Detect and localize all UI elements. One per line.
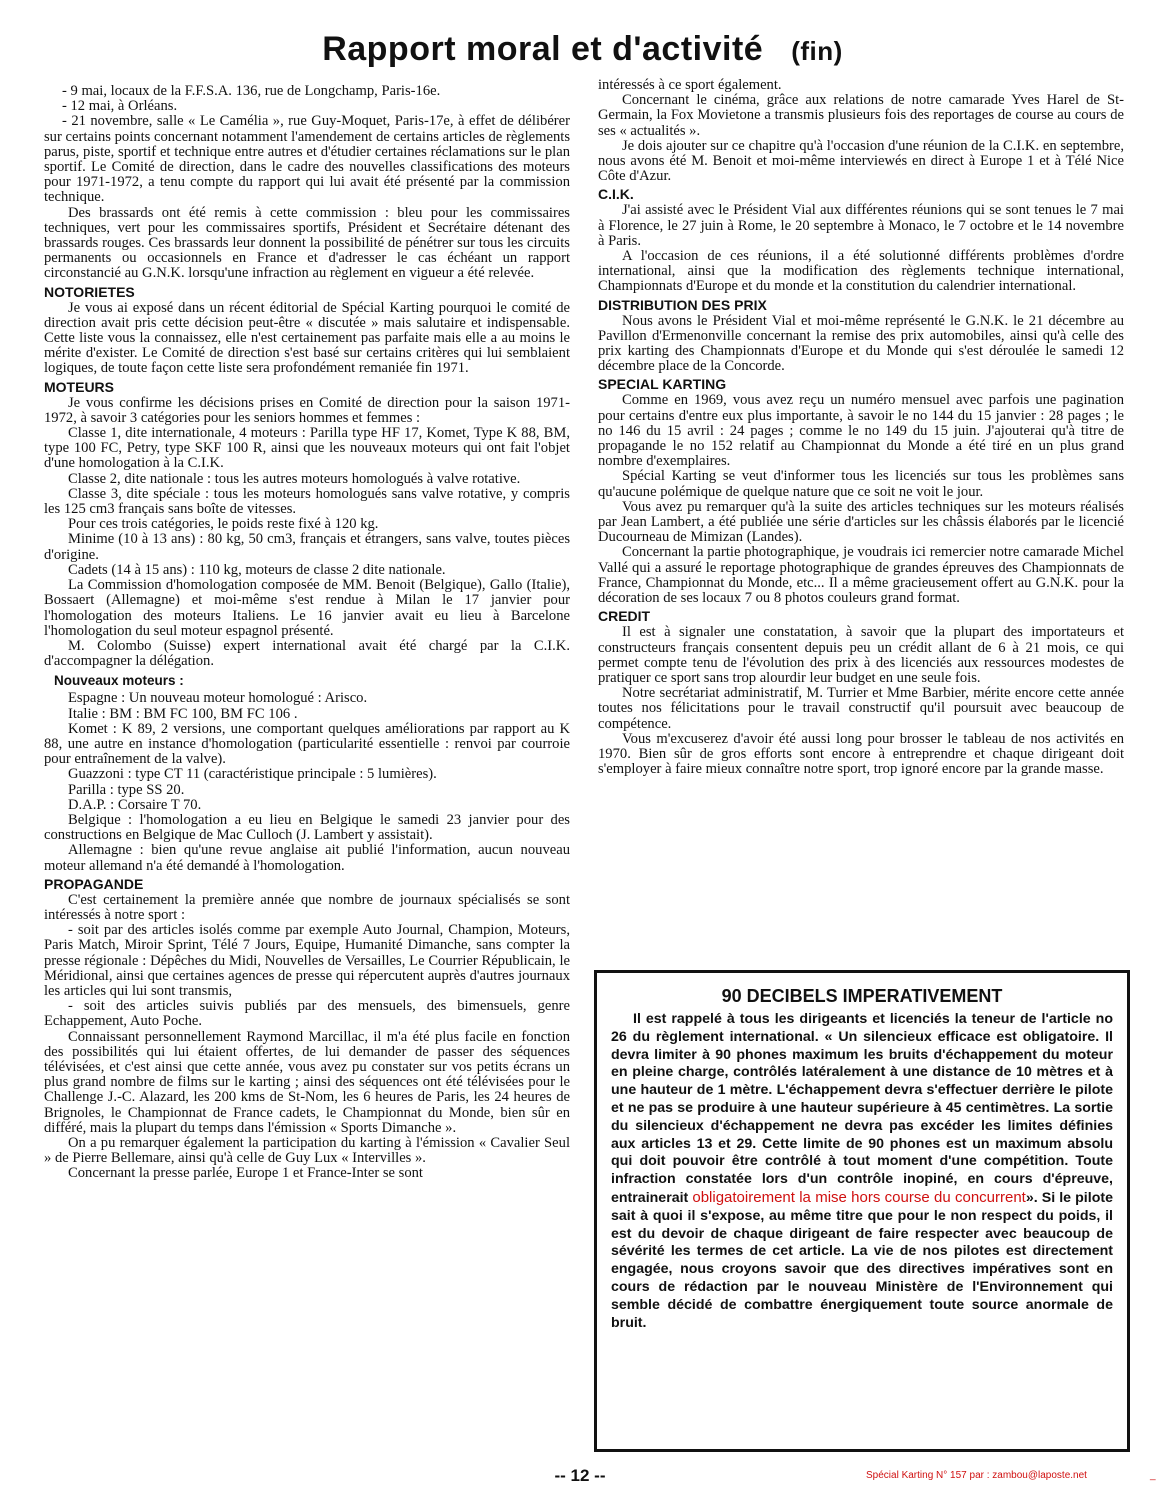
paragraph: Concernant la presse parlée, Europe 1 et France-Inter se sont bbox=[68, 1165, 423, 1182]
section-heading-propagande: PROPAGANDE bbox=[44, 875, 144, 892]
paragraph: - soit par des articles isolés comme par exemple Auto Journal, Champion, Moteurs, Paris Match, Miroir Sprint, Télé 7 Jours, Equipe, Humanité Dimanche, sans compter la presse régionale : Dépêches du Midi, Nouvelles de Versailles, Le Courrier Républicain, le Méridional, ainsi que certaines agences de presse qui répercutent auprès d'autres journaux les articles qui lui sont transmis, bbox=[44, 922, 570, 999]
paragraph: Cadets (14 à 15 ans) : 110 kg, moteurs de classe 2 dite nationale. bbox=[68, 561, 446, 578]
section-heading-credit: CREDIT bbox=[598, 608, 651, 625]
paragraph: Spécial Karting se veut d'informer tous les licenciés sur tous les problèmes sans qu'aucune polémique de quelque nature que ce soit ne voit le jour. bbox=[598, 468, 1124, 500]
section-heading-distribution-prix: DISTRIBUTION DES PRIX bbox=[598, 296, 767, 313]
title-text: Rapport moral et d'activité bbox=[322, 30, 764, 68]
box-title: 90 DECIBELS IMPERATIVEMENT bbox=[721, 986, 1003, 1006]
left-column bbox=[44, 84, 570, 1182]
paragraph: Des brassards ont été remis à cette commission : bleu pour les commissaires techniques, vert pour les commissaires sportifs, Président et Secrétaire détenant des brassards rouges. Ces brassards leur donnent la possibilité de pénétrer sur tous les circuits permanents ou occasionnels en France et d'adresser le cas échéant un rapport circonstancié au G.N.K. lorsqu'une infraction au règlement en vigueur a été relevée. bbox=[44, 204, 570, 282]
paragraph: M. Colombo (Suisse) expert international avait été chargé par la C.I.K. d'accompagner la délégation. bbox=[44, 637, 570, 670]
paragraph: Pour ces trois catégories, le poids reste fixé à 120 kg. bbox=[68, 516, 379, 533]
paragraph: Concernant la partie photographique, je voudrais ici remercier notre camarade Michel Vallé qui a assuré le reportage photographique de grandes épreuves des Championnats de France, Championnat du Monde, etc... Il a même gracieusement offert au G.N.K. pour la décoration de ses locaux 7 ou 8 photos couleurs grand format. bbox=[598, 544, 1124, 607]
paragraph: - soit des articles suivis publiés par des mensuels, des bimensuels, genre Echappement, Auto Poche. bbox=[44, 998, 570, 1030]
paragraph: Minime (10 à 13 ans) : 80 kg, 50 cm3, français et étrangers, sans valve, toutes pièces d'origine. bbox=[44, 531, 570, 563]
section-heading-special-karting: SPECIAL KARTING bbox=[598, 376, 727, 393]
paragraph: Nous avons le Président Vial et moi-même représenté le G.N.K. le 21 décembre au Pavillon d'Ermenonville concernant la remise des prix automobiles, ainsi qu'à celle des prix karting des Championnats d'Europe et du Monde qui s'est déroulée le samedi 12 décembre place de la Concorde. bbox=[598, 312, 1124, 375]
paragraph: - 9 mai, locaux de la F.F.S.A. 136, rue de Longchamp, Paris-16e. bbox=[62, 83, 441, 99]
paragraph: A l'occasion de ces réunions, il a été solutionné différents problèmes d'ordre international, ainsi que la modification des règlements technique international, Championnats d'Europe et du monde et la constitution du calendrier international. bbox=[598, 248, 1124, 295]
title-suffix: (fin) bbox=[791, 36, 843, 66]
section-heading-notoriete: NOTORIETES bbox=[44, 283, 135, 300]
box-text-part: ». Si le pilote sait à quoi il s'expose, au même titre que pour le non respect du poids, il est du devoir de chaque dirigeant de faire respecter avec beaucoup de sévérité les termes de cet article. La vie de nos pilotes est directement engagée, nous croyons savoir que des directives impératives sont en cours de rédaction par le nouveau Ministère de l'Environnement qui semble décidé de combattre énergiquement toute source anormale de bruit. bbox=[611, 1189, 1113, 1331]
paragraph: Je vous ai exposé dans un récent éditorial de Spécial Karting pourquoi le comité de direction avait pris cette décision peut-être « discutée » mais salutaire et indispensable. Cette liste vous la connaissez, elle n'est certainement pas parfaite mais elle a au moins le mérite d'exister. Le Comité de direction s'est basé sur certains critères qui lui semblaient logiques, de toute façon cette liste sera profondément remaniée fin 1971. bbox=[44, 299, 570, 377]
paragraph: Comme en 1969, vous avez reçu un numéro mensuel avec parfois une pagination pour certains d'entre eux plus importante, à savoir le no 144 du 15 janvier : 28 pages ; le no 146 du 15 avril : 24 pages ; comme le no 149 du 15 juin. J'ajouterai qu'à titre de propagande le no 152 relatif au Championnat du Monde a été tiré en un plus grand nombre d'exemplaires. bbox=[598, 392, 1124, 470]
box-text bbox=[611, 1011, 1113, 1332]
paragraph: Je dois ajouter sur ce chapitre qu'à l'occasion d'une réunion de la C.I.K. en septembre, nous avons été M. Benoit et moi-même interviewés en direct à Europe 1 et à Télé Nice Côte d'Azur. bbox=[598, 137, 1124, 185]
paragraph: La Commission d'homologation composée de MM. Benoit (Belgique), Gallo (Italie), Bossaert (Allemagne) et moi-même s'est rendue à Milan le 17 janvier pour l'homologation des moteurs Italiens. Le 16 janvier avait eu lieu à Barcelone l'homologation du seul moteur espagnol présenté. bbox=[44, 577, 570, 639]
paragraph: Connaissant personnellement Raymond Marcillac, il m'a été plus facile en fonction des possibilités qui lui étaient offertes, de lui demander de passer des séquences télévisées, et c'est ainsi que cette année, vous avez pu constater sur vos petits écrans un plus grand nombre de films sur le karting ; ainsi des séquences ont été télévisées pour le Challenge J.-C. Alazard, les 200 kms de St-Nom, les 6 heures de Paris, les 24 heures de Brignoles, le Championnat de France cadets, le Championnat du Monde, bien sûr en différé, mais la plupart du temps dans l'émission « Sports Dimanche ». bbox=[44, 1028, 570, 1136]
corner-mark: _ bbox=[1150, 1470, 1156, 1481]
paragraph: Classe 3, dite spéciale : tous les moteurs homologués sans valve rotative, y compris les 125 cm3 français sans boîte de vitesses. bbox=[44, 485, 570, 518]
paragraph: - 21 novembre, salle « Le Camélia », rue Guy-Moquet, Paris-17e, à effet de délibérer sur certains points concernant notamment l'amendement de certains articles de règlements parus, piste, sportif et technique entre autres et d'étudier certaines réclamations sur le plan sportif. Le Comité de direction, dans le cadre des nouvelles classifications des moteurs pour 1971-1972, a tenu compte du rapport qui lui avait été présenté par la commission technique. bbox=[44, 113, 570, 206]
paragraph: Guazzoni : type CT 11 (caractéristique principale : 5 lumières). bbox=[68, 766, 437, 783]
paragraph: Espagne : Un nouveau moteur homologué : Arisco. bbox=[68, 690, 368, 707]
paragraph: Vous m'excuserez d'avoir été aussi long pour brosser le tableau de nos activités en 1970. Bien sûr de gros efforts sont encore à entreprendre et chaque dirigeant doit s'employer à faire mieux connaître notre sport, trop ignoré encore par la grande masse. bbox=[598, 730, 1124, 778]
page-number: -- 12 -- bbox=[554, 1466, 606, 1485]
paragraph: Classe 1, dite internationale, 4 moteurs : Parilla type HF 17, Komet, Type K 88, BM, type 100 FC, Petry, type SKF 100 R, ainsi que les nouveaux moteurs qui ont fait l'objet d'une homologation à la C.I.K. bbox=[44, 425, 570, 472]
decibels-notice-box bbox=[594, 970, 1130, 1452]
section-heading-moteurs: MOTEURS bbox=[44, 378, 114, 395]
paragraph: Italie : BM : BM FC 100, BM FC 106 . bbox=[68, 705, 298, 722]
paragraph: J'ai assisté avec le Président Vial aux différentes réunions qui se sont tenues le 7 mai à Florence, le 27 juin à Rome, le 20 septembre à Monaco, le 7 octobre et le 14 novembre à Paris. bbox=[598, 202, 1124, 249]
scan-credit: Spécial Karting N° 157 par : zambou@laposte.net bbox=[866, 1470, 1087, 1481]
paragraph: C'est certainement la première année que nombre de journaux spécialisés se sont intéressés à notre sport : bbox=[44, 891, 570, 923]
paragraph: Classe 2, dite nationale : tous les autres moteurs homologués à valve rotative. bbox=[68, 470, 521, 487]
paragraph: Belgique : l'homologation a eu lieu en Belgique le samedi 23 janvier pour des constructions en Belgique de Mac Culloch (J. Lambert y assistait). bbox=[44, 811, 570, 844]
paragraph: Allemagne : bien qu'une revue anglaise ait publié l'information, aucun nouveau moteur allemand n'a été demandé à l'homologation. bbox=[44, 842, 570, 874]
right-column bbox=[598, 78, 1124, 777]
page-title bbox=[0, 30, 1165, 69]
paragraph: Il est à signaler une constatation, à savoir que la plupart des importateurs et constructeurs français consentent depuis peu un crédit allant de 6 à 21 mois, ce qui permet compte tenu de l'évolution des prix à des licenciés aux ressources modestes de pratiquer ce sport sans trop alourdir leur budget en une seule fois. bbox=[598, 624, 1124, 686]
paragraph: Notre secrétariat administratif, M. Turrier et Mme Barbier, mérite encore cette année toutes nos félicitations pour le travail constructif qu'il poursuit avec beaucoup de compétence. bbox=[598, 685, 1124, 732]
paragraph: Je vous confirme les décisions prises en Comité de direction pour la saison 1971-1972, à savoir 3 catégories pour les seniors hommes et femmes : bbox=[44, 394, 570, 426]
subheading-nouveaux-moteurs: Nouveaux moteurs : bbox=[54, 673, 184, 689]
paragraph: Komet : K 89, 2 versions, une comportant quelques améliorations par rapport au K 88, une autre en instance d'homologation (particularité essentielle : renvoi par courroie pour entraînement de la valve). bbox=[44, 720, 570, 768]
paragraph: On a pu remarquer également la participation du karting à l'émission « Cavalier Seul » de Pierre Bellemare, ainsi qu'à celle de Guy Lux « Intervilles ». bbox=[44, 1135, 570, 1167]
box-text-part: Il est rappelé à tous les dirigeants et licenciés la teneur de l'article no 26 du règlement international. « Un silencieux efficace est obligatoire. Il devra limiter à 90 phones maximum les bruits d'échappement du moteur en pleine charge, contrôlés latéralement à une distance de 10 mètres et à une hauteur de 1 mètre. L'échappement devra s'effectuer derrière le pilote et ne pas se produire à une hauteur supérieure à 45 centimètres. La sortie du silencieux d'échappement ne devra pas excéder les limites définies aux articles 13 et 29. Cette limite de 90 phones est un maximum absolu qui doit pouvoir être contrôlé à tout moment d'une compétition. Toute infraction constatée lors d'un contrôle inopiné, en cours d'épreuve, entrainerait bbox=[611, 1011, 1113, 1206]
paragraph: D.A.P. : Corsaire T 70. bbox=[68, 796, 202, 813]
paragraph: Concernant le cinéma, grâce aux relations de notre camarade Yves Harel de St-Germain, la Fox Movietone a transmis plusieurs fois des reportages de course au cours de ses « actualités ». bbox=[598, 92, 1124, 139]
box-highlighted-text: obligatoirement la mise hors course du concurrent bbox=[692, 1188, 1026, 1206]
paragraph: - 12 mai, à Orléans. bbox=[62, 98, 178, 115]
paragraph: Vous avez pu remarquer qu'à la suite des articles techniques sur les moteurs réalisés par Jean Lambert, a été publiée une série d'articles sur les châssis élaborés par le licencié Ducourneau de Mimizan (Landes). bbox=[598, 498, 1124, 546]
paragraph: intéressés à ce sport également. bbox=[598, 77, 782, 93]
section-heading-cik: C.I.K. bbox=[598, 186, 634, 203]
paragraph: Parilla : type SS 20. bbox=[68, 781, 185, 798]
